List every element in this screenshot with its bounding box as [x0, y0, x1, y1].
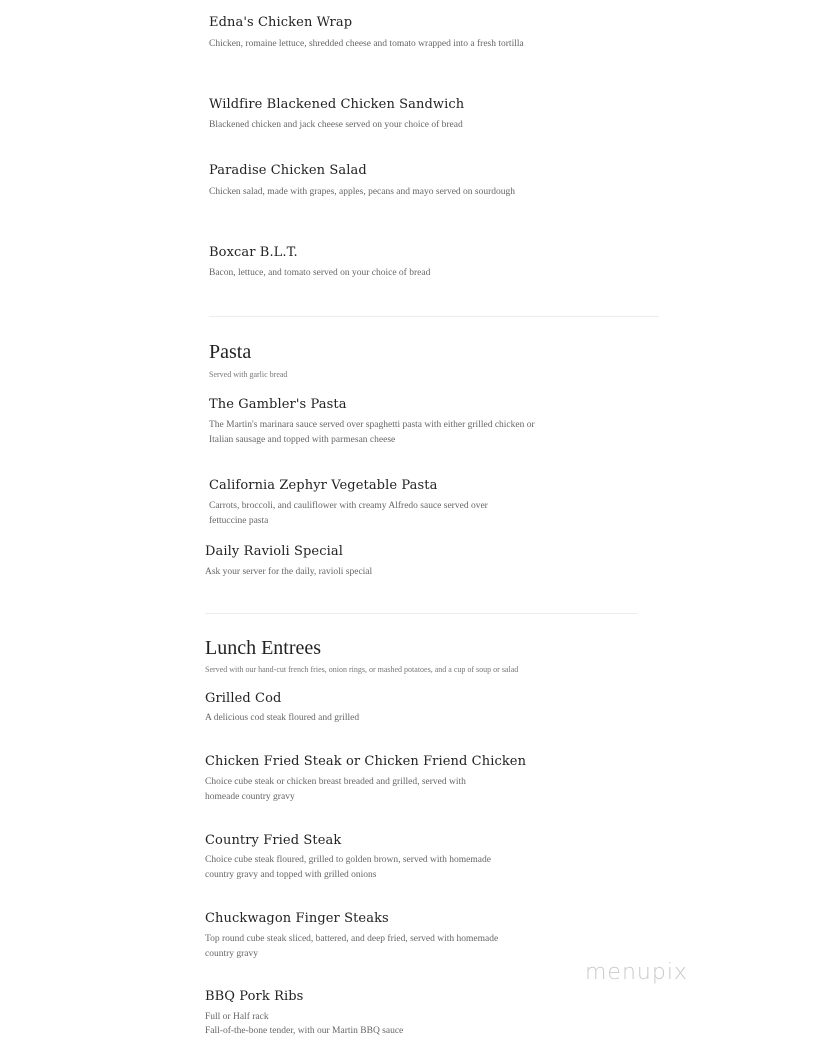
watermark-logo: menupix [585, 960, 688, 985]
menu-item-description: Chicken salad, made with grapes, apples, pecans and mayo served on sourdough [209, 187, 516, 197]
menu-item-description: A delicious cod steak floured and grilled [205, 713, 360, 723]
menu-item-name: California Zephyr Vegetable Pasta [209, 478, 438, 493]
menu-item-description: Fall-of-the-bone tender, with our Martin BBQ sauce [205, 1026, 404, 1036]
menu-item-description: The Martin's marinara sauce served over spaghetti pasta with either grilled chicken or Italian sausage and topped with parmesan cheese [209, 420, 535, 445]
menu-item-description: Bacon, lettuce, and tomato served on your choice of bread [209, 268, 431, 278]
menu-item-name: Boxcar B.L.T. [209, 245, 298, 260]
section-title: Lunch Entrees [205, 637, 322, 659]
menu-item-name: Grilled Cod [205, 691, 282, 706]
menu-item-name: Edna's Chicken Wrap [209, 15, 353, 30]
menu-item-name: Chicken Fried Steak or Chicken Friend Chicken [205, 754, 527, 769]
section-subtitle: Served with our hand-cut french fries, onion rings, or mashed potatoes, and a cup of soup or salad [205, 665, 519, 674]
menu-item-name: Wildfire Blackened Chicken Sandwich [209, 97, 465, 112]
section-subtitle: Served with garlic bread [209, 370, 288, 379]
menu-item-description: Top round cube steak sliced, battered, and deep fried, served with homemade country gravy [205, 934, 499, 959]
menu-item-description: Full or Half rack [205, 1012, 269, 1022]
menu-item-description: Choice cube steak or chicken breast breaded and grilled, served with homeade country gravy [205, 777, 466, 802]
menu-item-description: Choice cube steak floured, grilled to golden brown, served with homemade country gravy and topped with grilled onions [205, 855, 491, 880]
menu-item-description: Carrots, broccoli, and cauliflower with creamy Alfredo sauce served over fettuccine pasta [209, 501, 488, 526]
menu-item-name: The Gambler's Pasta [209, 397, 347, 412]
menu-item-name: Country Fried Steak [205, 833, 342, 848]
menu-item-description: Chicken, romaine lettuce, shredded cheese and tomato wrapped into a fresh tortilla [209, 39, 524, 49]
section-divider [205, 613, 637, 614]
menu-item-name: Chuckwagon Finger Steaks [205, 911, 389, 926]
section-divider [209, 316, 659, 317]
menu-item-name: BBQ Pork Ribs [205, 989, 304, 1004]
menu-item-name: Daily Ravioli Special [205, 544, 343, 559]
menu-item-description: Ask your server for the daily, ravioli special [205, 567, 373, 577]
section-title: Pasta [209, 341, 252, 363]
menu-item-description: Blackened chicken and jack cheese served on your choice of bread [209, 120, 463, 130]
menu-item-name: Paradise Chicken Salad [209, 163, 367, 178]
